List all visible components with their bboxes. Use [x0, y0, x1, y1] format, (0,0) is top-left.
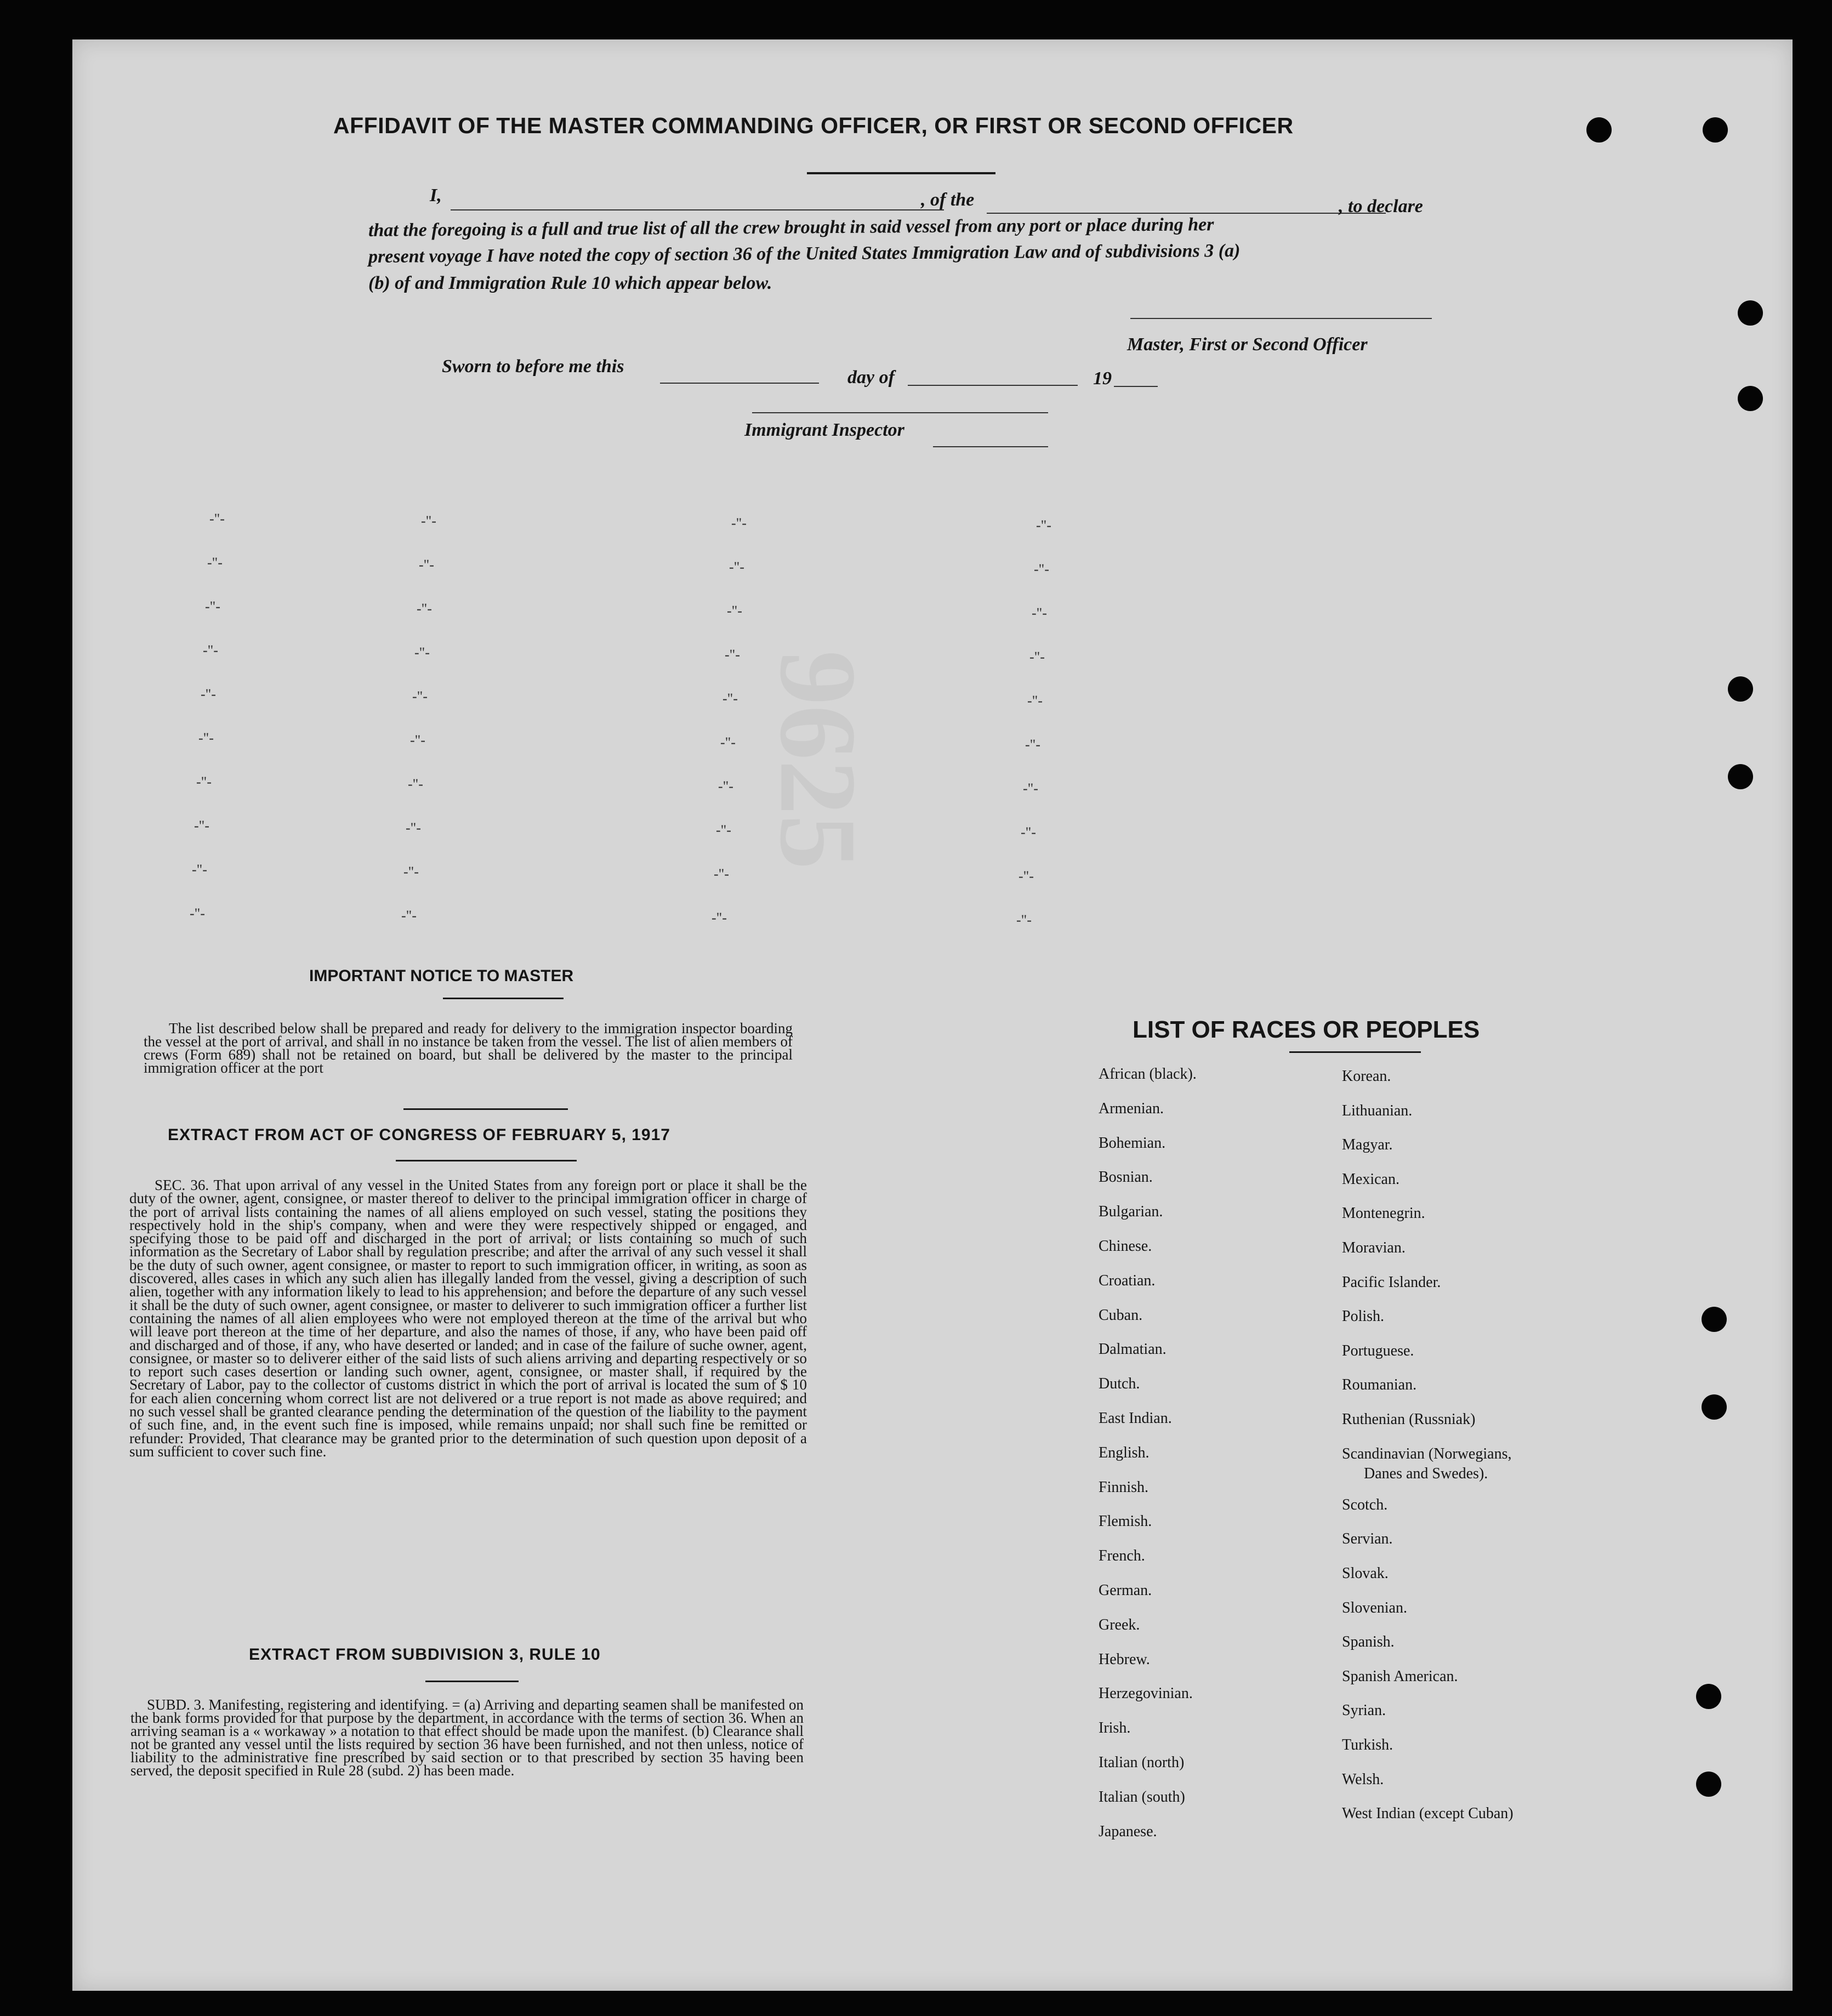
race-item: West Indian (except Cuban)	[1342, 1805, 1514, 1823]
act-extract-title: EXTRACT FROM ACT OF CONGRESS OF FEBRUARY 5, 1917	[168, 1126, 670, 1144]
race-item: Chinese.	[1099, 1238, 1152, 1255]
affidavit-to-declare: , to declare	[1339, 196, 1423, 217]
race-item: Ruthenian (Russniak)	[1342, 1411, 1476, 1428]
master-signature-line	[1130, 318, 1432, 319]
ditto-mark: -"-	[209, 511, 225, 527]
race-item: Japanese.	[1099, 1823, 1157, 1840]
ditto-mark: -"-	[1034, 561, 1049, 577]
master-label: Master, First or Second Officer	[1127, 334, 1368, 355]
ditto-mark: -"-	[1025, 737, 1040, 753]
race-item: Lithuanian.	[1342, 1102, 1413, 1119]
race-item: Italian (north)	[1099, 1754, 1185, 1771]
ditto-mark: -"-	[201, 686, 216, 702]
ditto-mark: -"-	[198, 730, 214, 746]
race-item: African (black).	[1099, 1066, 1197, 1083]
race-item: Welsh.	[1342, 1770, 1384, 1788]
notice-text: The list described below shall be prepared and ready for delivery to the immigration inspector boarding the vessel at the port of arrival, and shall in no instance be taken from the vessel. The list of alien members of crews (Form 689) shall not be retained on board, but shall be delivered by the master to the principal immigration officer at the port	[144, 1020, 793, 1076]
race-item: Greek.	[1099, 1616, 1140, 1633]
punch-hole	[1738, 300, 1763, 326]
race-item: Flemish.	[1099, 1513, 1152, 1530]
punch-hole	[1703, 117, 1728, 143]
day-of-label: day of	[847, 367, 895, 388]
race-item: Croatian.	[1099, 1272, 1156, 1289]
race-item: Turkish.	[1342, 1736, 1393, 1753]
ditto-mark: -"-	[412, 688, 428, 704]
race-item: Italian (south)	[1099, 1788, 1185, 1806]
ditto-mark: -"-	[718, 778, 733, 794]
ditto-mark: -"-	[194, 818, 209, 834]
race-item: Servian.	[1342, 1530, 1393, 1548]
races-title: LIST OF RACES OR PEOPLES	[1133, 1016, 1480, 1043]
ditto-mark: -"-	[196, 774, 212, 790]
affidavit-of-the-label: , of the	[921, 190, 975, 210]
ditto-mark: -"-	[722, 691, 738, 707]
ditto-mark: -"-	[731, 515, 747, 531]
race-item: Korean.	[1342, 1068, 1391, 1085]
ditto-mark: -"-	[1021, 824, 1036, 840]
name-blank	[451, 209, 944, 210]
race-item: Moravian.	[1342, 1239, 1406, 1256]
ditto-mark: -"-	[729, 559, 744, 575]
race-item: Roumanian.	[1342, 1376, 1417, 1394]
race-item: Syrian.	[1342, 1702, 1386, 1719]
notice-rule	[403, 1108, 568, 1110]
inspector-blank	[933, 446, 1048, 447]
sworn-day-blank	[660, 383, 819, 384]
race-item: Bosnian.	[1099, 1169, 1153, 1186]
ditto-mark: -"-	[406, 820, 421, 836]
ditto-mark: -"-	[1023, 781, 1038, 796]
month-blank	[908, 385, 1078, 386]
ditto-mark: -"-	[714, 866, 729, 882]
notice-title: IMPORTANT NOTICE TO MASTER	[309, 967, 574, 985]
bleed-through-mark: 9625	[757, 650, 879, 870]
race-item: Dutch.	[1099, 1375, 1140, 1393]
rule-extract-text: SUBD. 3. Manifesting, registering and identifying. = (a) Arriving and departing seamen shall be manifested on the bank forms provided for that purpose by the department, in accordance with the terms of section 36. When an arriving seaman is a « workaway » a notation to that effect should be made upon the manifest. (b) Clearance shall not be granted any vessel until the lists required by section 36 have been furnished, and not then unless, notice of liability to the administrative fine prescribed by said section or to that prescribed by section 35 having been served, the deposit specified in Rule 28 (subd. 2) has been made.	[130, 1696, 804, 1779]
ditto-mark: -"-	[727, 603, 742, 619]
title-underline	[807, 172, 995, 174]
ditto-mark: -"-	[192, 862, 207, 878]
race-item: Bohemian.	[1099, 1134, 1166, 1152]
ditto-mark: -"-	[725, 647, 740, 663]
punch-hole	[1702, 1307, 1727, 1332]
race-item: Armenian.	[1099, 1100, 1164, 1117]
ditto-mark: -"-	[720, 734, 736, 750]
race-item: English.	[1099, 1444, 1150, 1461]
race-item: Portuguese.	[1342, 1342, 1414, 1359]
ditto-mark: -"-	[408, 776, 423, 792]
race-item: Magyar.	[1342, 1136, 1393, 1154]
race-item: Finnish.	[1099, 1478, 1149, 1496]
ditto-mark: -"-	[401, 908, 417, 924]
ditto-mark: -"-	[712, 910, 727, 926]
ditto-mark: -"-	[1032, 605, 1047, 621]
race-item: Scandinavian (Norwegians,	[1342, 1445, 1512, 1462]
rule-extract-underline	[425, 1681, 519, 1682]
ditto-mark: -"-	[716, 822, 731, 838]
ditto-mark: -"-	[190, 906, 205, 921]
ditto-mark: -"-	[419, 557, 434, 573]
race-item: Cuban.	[1099, 1306, 1143, 1324]
ditto-mark: -"-	[1029, 649, 1045, 665]
ditto-mark: -"-	[205, 599, 220, 614]
race-item: Irish.	[1099, 1719, 1131, 1737]
affidavit-line-4: (b) of and Immigration Rule 10 which appear below.	[368, 273, 772, 293]
affidavit-line-3: present voyage I have noted the copy of section 36 of the United States Immigration Law and of subdivisions 3 (a)	[368, 240, 1241, 267]
race-item: Herzegovinian.	[1099, 1685, 1193, 1702]
race-item: East Indian.	[1099, 1410, 1172, 1427]
ditto-mark: -"-	[403, 864, 419, 880]
inspector-label: Immigrant Inspector	[744, 420, 904, 440]
race-item: Mexican.	[1342, 1170, 1399, 1188]
punch-hole	[1728, 764, 1753, 789]
ditto-mark: -"-	[203, 642, 218, 658]
punch-hole	[1728, 676, 1753, 702]
inspector-signature-line	[752, 412, 1048, 413]
ditto-mark: -"-	[1027, 693, 1043, 709]
affidavit-i-label: I,	[430, 185, 442, 206]
race-item: Pacific Islander.	[1342, 1273, 1441, 1291]
act-extract-text: SEC. 36. That upon arrival of any vessel in the United States from any foreign port or place it shall be the duty of the owner, agent, consignee, or master thereof to deliver to the principal immigration officer in charge of the port of arrival lists containing the names of all aliens employed on such vessel, stating the positions they respectively hold in the ship's company, when and were they were respectively shipped or engaged, and specifying those to be paid off and discharged in the port of arrival; or lists containing so much of such information as the Secretary of Labor shall by regulation prescribe; and after the arrival of any such vessel it shall be the duty of such owner, agent consignee, or master to report to such immigration officer, in writing, as soon as discovered, alles cases in which any such alien has illegally landed from the vessel, giving a description of such alien, together with any information likely to lead to his apprehension; and before the departure of any such vessel it shall be the duty of such owner, agent consignee, or master to deliverer to such immigration officer a further list containing the names of all alien employees who were not employed thereon at the time of the arrival but who will leave port thereon at the time of her departure, and also the names of those, if any, who have been paid off and discharged and of those, if any, who have deserted or landed; and in case of the failure of suche owner, agent, consignee, or master so to deliverer either of the said lists of such aliens arriving and departing respectively or so to report such cases desertion or landing such owner, agent, consignee, or master shall, if required by the Secretary of Labor, pay to the collector of customs district in which the port of arrival is located the sum of $ 10 for each alien concerning whom correct list are not delivered or a true report is not made as above required; and no such vessel shall be granted clearance pending the determination of the question of the liability to the payment of such fine, and, in the event such fine is imposed, while remains unpaid; nor shall such fine be remitted or refunder: Provided, That clearance may be granted prior to the determination of such question upon deposit of a sum sufficient to cover such fine.	[129, 1177, 807, 1460]
punch-hole	[1696, 1684, 1721, 1709]
race-item: Danes and Swedes).	[1364, 1465, 1488, 1483]
ditto-mark: -"-	[417, 601, 432, 617]
ditto-mark: -"-	[410, 732, 425, 748]
year-blank	[1114, 386, 1158, 387]
race-item: German.	[1099, 1582, 1152, 1599]
sworn-label: Sworn to before me this	[442, 356, 624, 377]
race-item: Dalmatian.	[1099, 1341, 1167, 1358]
race-item: Bulgarian.	[1099, 1203, 1163, 1221]
race-item: French.	[1099, 1547, 1145, 1565]
race-item: Scotch.	[1342, 1496, 1388, 1513]
race-item: Slovak.	[1342, 1565, 1389, 1582]
ditto-mark: -"-	[414, 645, 430, 660]
race-item: Spanish.	[1342, 1633, 1395, 1651]
punch-hole	[1696, 1772, 1721, 1797]
act-extract-underline	[396, 1160, 577, 1161]
race-item: Montenegrin.	[1342, 1205, 1425, 1222]
affidavit-title: AFFIDAVIT OF THE MASTER COMMANDING OFFICER, OR FIRST OR SECOND OFFICER	[333, 113, 1294, 138]
race-item: Slovenian.	[1342, 1599, 1407, 1616]
ditto-mark: -"-	[1019, 868, 1034, 884]
ditto-mark: -"-	[207, 555, 223, 571]
race-item: Polish.	[1342, 1308, 1385, 1325]
year-label: 19	[1093, 368, 1112, 389]
ditto-mark: -"-	[1016, 912, 1032, 928]
race-item: Hebrew.	[1099, 1650, 1150, 1668]
race-item: Spanish American.	[1342, 1667, 1458, 1685]
punch-hole	[1738, 386, 1763, 411]
races-underline	[1289, 1051, 1421, 1053]
punch-hole	[1586, 117, 1612, 143]
notice-underline	[443, 998, 564, 999]
ditto-mark: -"-	[1036, 517, 1051, 533]
ditto-mark: -"-	[421, 513, 436, 529]
rule-extract-title: EXTRACT FROM SUBDIVISION 3, RULE 10	[249, 1645, 601, 1664]
affidavit-line-2: that the foregoing is a full and true list of all the crew brought in said vessel from any port or place during her	[368, 214, 1214, 241]
punch-hole	[1702, 1394, 1727, 1420]
document-page	[72, 39, 1793, 1991]
